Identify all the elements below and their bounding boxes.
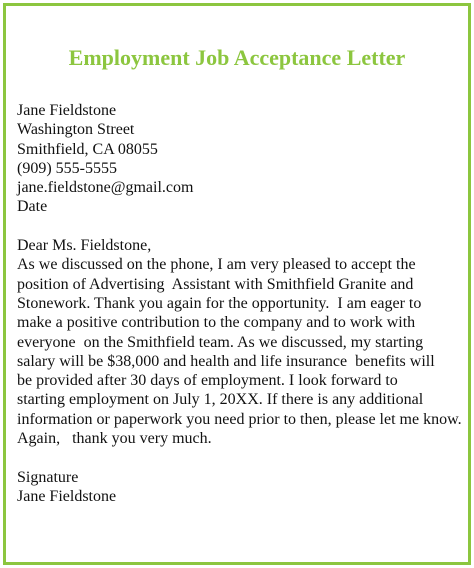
body-paragraph bbox=[17, 255, 462, 448]
sender-city: Smithfield, CA 08055 bbox=[17, 140, 158, 158]
sender-address-block bbox=[17, 101, 457, 217]
body-line: Stonework. Thank you again for the opportunity. I am eager to bbox=[17, 294, 422, 312]
sender-street: Washington Street bbox=[17, 121, 135, 139]
body-line: Again, thank you very much. bbox=[17, 430, 212, 448]
body-line: As we discussed on the phone, I am very pleased to accept the bbox=[17, 256, 416, 274]
signature-label: Signature bbox=[17, 468, 79, 486]
letter-date: Date bbox=[17, 198, 48, 216]
body-line: salary will be $38,000 and health and life insurance benefits will bbox=[17, 352, 435, 370]
body-line: be provided after 30 days of employment. I look forward to bbox=[17, 372, 398, 390]
closing-block bbox=[17, 468, 457, 507]
letter-title: Employment Job Acceptance Letter bbox=[68, 45, 406, 70]
body-line: starting employment on July 1, 20XX. If there is any additional bbox=[17, 391, 424, 409]
spacer bbox=[17, 448, 457, 467]
spacer bbox=[17, 217, 457, 236]
sender-name: Jane Fieldstone bbox=[17, 102, 117, 119]
body-line: make a positive contribution to the company and to work with bbox=[17, 314, 416, 332]
salutation: Dear Ms. Fieldstone, bbox=[17, 237, 152, 255]
body-line: position of Advertising Assistant with Smithfield Granite and bbox=[17, 275, 414, 293]
letter-body bbox=[17, 101, 462, 506]
body-line: information or paperwork you need prior to then, please let me know. bbox=[17, 410, 462, 428]
sender-phone: (909) 555-5555 bbox=[17, 159, 117, 177]
sender-email: jane.fieldstone@gmail.com bbox=[17, 179, 194, 197]
body-line: everyone on the Smithfield team. As we discussed, my starting bbox=[17, 333, 424, 351]
closing-name: Jane Fieldstone bbox=[17, 487, 117, 505]
